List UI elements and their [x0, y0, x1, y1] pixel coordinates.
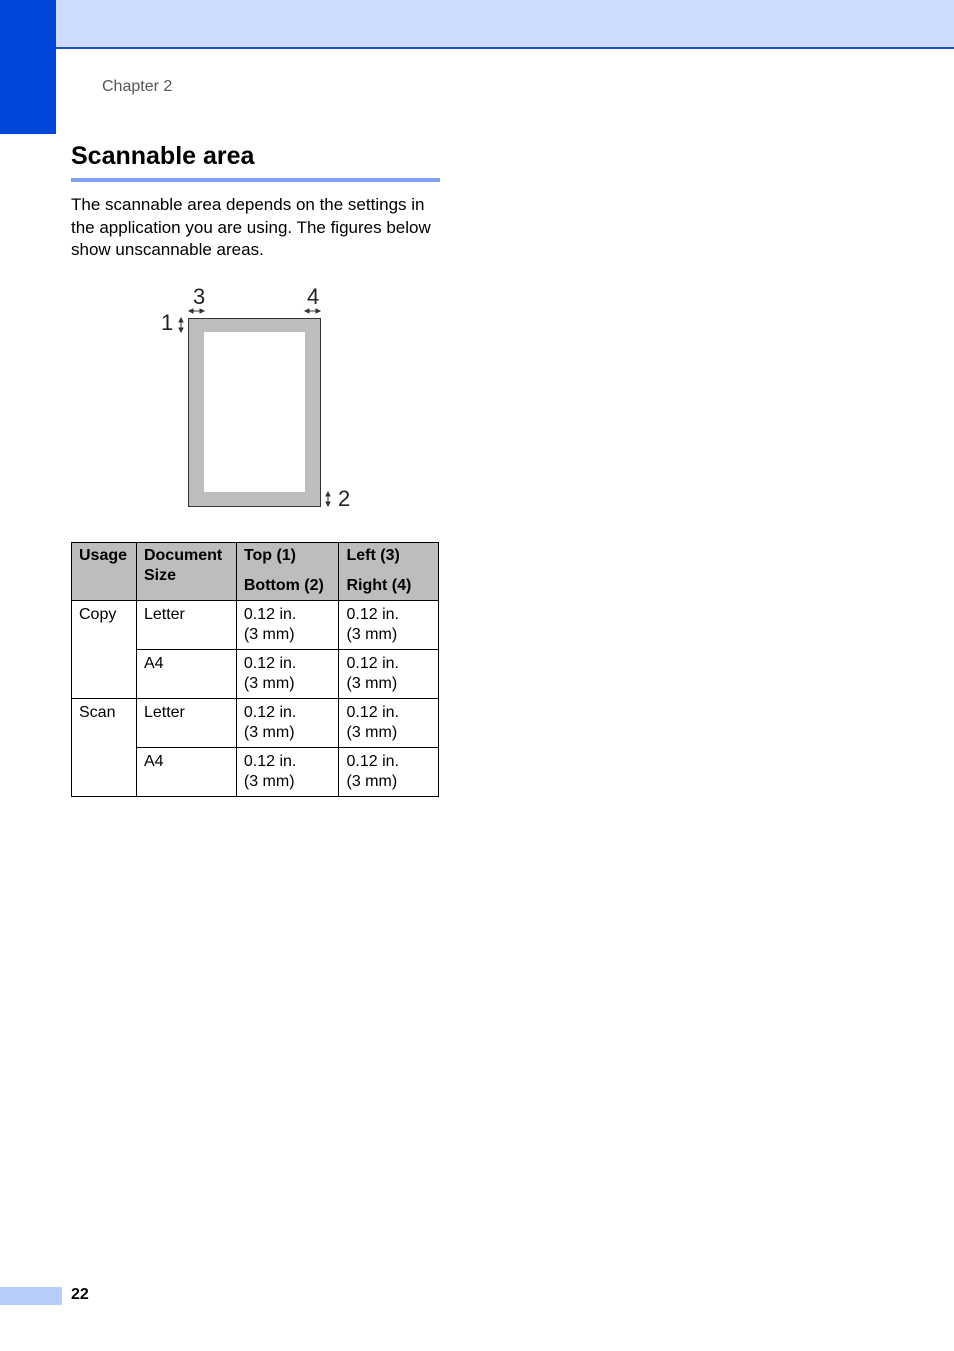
label-left: 3	[193, 284, 206, 309]
header-left: Left (3)	[346, 547, 400, 564]
header-top: Top (1)	[243, 547, 297, 564]
top-bottom-cell	[236, 650, 339, 699]
size-cell: Letter	[136, 699, 236, 748]
value-mm: (3 mm)	[346, 675, 398, 692]
value-mm: (3 mm)	[346, 626, 398, 643]
value-inches: 0.12 in.	[346, 753, 399, 770]
size-cell: A4	[136, 650, 236, 699]
value-inches: 0.12 in.	[346, 606, 399, 623]
value-mm: (3 mm)	[243, 724, 295, 741]
header-bottom: Bottom (2)	[243, 577, 324, 594]
value-inches: 0.12 in.	[243, 753, 297, 770]
bottom-margin-arrow	[326, 492, 330, 506]
left-right-cell	[339, 699, 439, 748]
value-mm: (3 mm)	[346, 724, 398, 741]
left-right-cell	[339, 748, 439, 797]
right-margin-arrow	[305, 309, 320, 313]
scannable-area-diagram	[150, 280, 370, 515]
value-inches: 0.12 in.	[243, 655, 297, 672]
section-title: Scannable area	[71, 142, 255, 170]
table-row	[72, 699, 439, 748]
top-bottom-cell	[236, 699, 339, 748]
value-mm: (3 mm)	[346, 773, 398, 790]
title-underline	[71, 178, 440, 182]
usage-cell: Copy	[72, 601, 137, 699]
value-inches: 0.12 in.	[346, 704, 399, 721]
table-header-row	[72, 543, 439, 601]
value-inches: 0.12 in.	[346, 655, 399, 672]
header-right: Right (4)	[346, 577, 412, 594]
size-cell: A4	[136, 748, 236, 797]
header-usage: Usage	[72, 543, 137, 601]
top-margin-arrow	[179, 318, 183, 332]
label-bottom: 2	[338, 486, 351, 511]
value-mm: (3 mm)	[243, 675, 295, 692]
chapter-label: Chapter 2	[102, 78, 173, 95]
value-mm: (3 mm)	[243, 773, 295, 790]
value-inches: 0.12 in.	[243, 606, 297, 623]
usage-cell: Scan	[72, 699, 137, 797]
value-mm: (3 mm)	[243, 626, 295, 643]
intro-paragraph: The scannable area depends on the settings in the application you are using. The figures below show unscannable areas.	[71, 195, 431, 259]
scannable-region	[204, 332, 305, 492]
table-row	[72, 601, 439, 650]
left-margin-arrow	[189, 309, 204, 313]
scannable-area-table	[71, 542, 439, 797]
header-document-size: Document Size	[136, 543, 236, 601]
top-bottom-cell	[236, 748, 339, 797]
size-cell: Letter	[136, 601, 236, 650]
header-band	[0, 0, 954, 49]
left-right-cell	[339, 601, 439, 650]
page-number: 22	[71, 1286, 89, 1303]
label-right: 4	[307, 284, 320, 309]
footer-band	[0, 1287, 62, 1305]
header-top-bottom	[236, 543, 339, 601]
chapter-tab	[0, 0, 56, 134]
left-right-cell	[339, 650, 439, 699]
label-top: 1	[161, 310, 174, 335]
header-left-right	[339, 543, 439, 601]
value-inches: 0.12 in.	[243, 704, 297, 721]
top-bottom-cell	[236, 601, 339, 650]
